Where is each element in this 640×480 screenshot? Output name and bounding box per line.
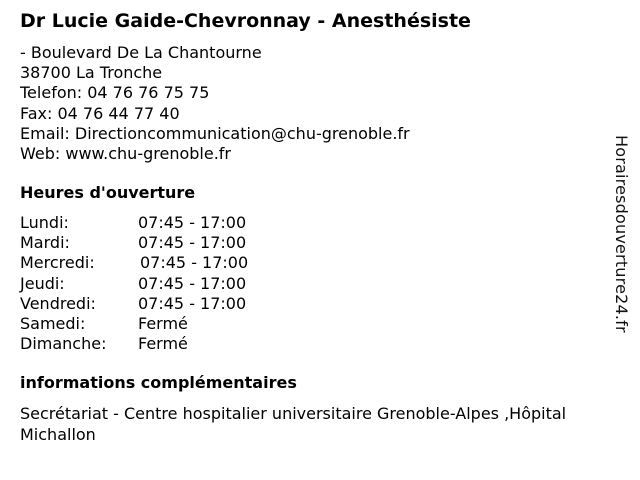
- info-heading: informations complémentaires: [20, 373, 297, 392]
- hours-heading: Heures d'ouverture: [20, 183, 196, 202]
- hours-time: 07:45 - 17:00: [138, 273, 247, 293]
- address-street: - Boulevard De La Chantourne: [20, 43, 262, 62]
- hours-time: 07:45 - 17:00: [140, 253, 249, 273]
- watermark: Horairesdouverture24.fr: [612, 135, 631, 333]
- address-web: Web: www.chu-grenoble.fr: [20, 144, 231, 164]
- hours-day: Samedi:: [20, 313, 86, 333]
- hours-day: Mardi:: [20, 233, 70, 253]
- address-phone: Telefon: 04 76 76 75 75: [20, 83, 210, 103]
- info-text: Secrétariat - Centre hospitalier universitaire Grenoble-Alpes ,Hôpital Michallon: [20, 404, 567, 444]
- hours-time: 07:45 - 17:00: [138, 233, 247, 253]
- hours-day: Dimanche:: [20, 334, 107, 354]
- hours-day: Vendredi:: [20, 293, 96, 313]
- hours-time: Fermé: [138, 334, 188, 354]
- page-title: Dr Lucie Gaide-Chevronnay - Anesthésiste: [20, 10, 471, 32]
- hours-day: Lundi:: [20, 213, 69, 232]
- address-fax: Fax: 04 76 44 77 40: [20, 103, 180, 123]
- address-city: 38700 La Tronche: [20, 63, 163, 83]
- hours-day: Jeudi:: [20, 273, 65, 293]
- hours-time: Fermé: [138, 313, 188, 333]
- address-block: [20, 43, 410, 164]
- hours-day: Mercredi:: [20, 253, 95, 273]
- address-email: Email: Directioncommunication@chu-grenoble.fr: [20, 123, 410, 143]
- hours-time: 07:45 - 17:00: [138, 213, 247, 232]
- hours-time: 07:45 - 17:00: [138, 293, 247, 313]
